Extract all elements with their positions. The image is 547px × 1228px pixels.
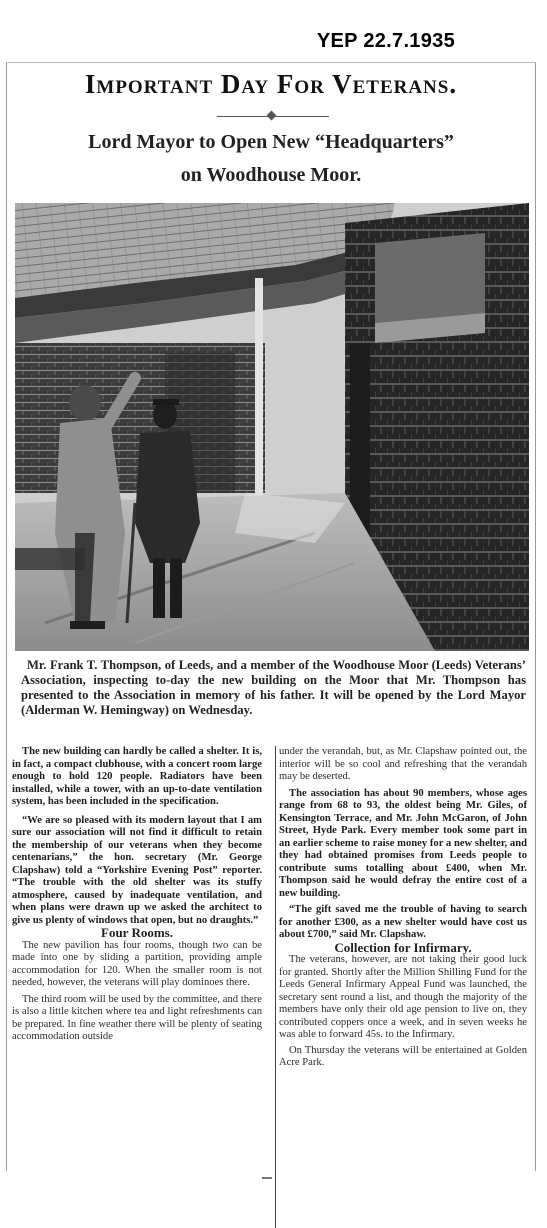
subheadline-line-1: Lord Mayor to Open New “Headquarters” — [88, 131, 454, 153]
headline: Important Day For Veterans. — [84, 69, 458, 99]
paragraph: “We are so pleased with its modern layout that I am sure our association will not find it difficult to retain the membership of our veterans when they become centenarians,” the hon. secretary (Mr. George Clapshaw) told a “Yorkshire Evening Post” reporter. “The trouble with the old shelter was its stuffy atmosphere, caused by inadequate ventilation, and when plans were drawn up we asked the architect to give us plenty of windows that open, but no draughts.” — [12, 814, 262, 926]
column-divider — [275, 746, 276, 1228]
bottom-rule — [262, 1177, 272, 1179]
paragraph: The association has about 90 members, whose ages range from 68 to 93, the oldest being Mr. Giles, of Kensington Terrace, and Mr. John McGaron, of John Street, Hyde Park. Every member took some part in an earlier scheme to raise money for a new shelter, and they had obtained promises from Leeds people to contribute sums totalling about £400, when Mr. Thompson said he would defray the entire cost of a new building. — [279, 787, 527, 899]
paragraph: The new pavilion has four rooms, though two can be made into one by sliding a partition, providing ample accommodation for 120. When the smaller room is not needed, however, the veterans will play dominoes there. — [12, 939, 262, 988]
section-heading: Collection for Infirmary. — [334, 939, 472, 955]
paragraph: The new building can hardly be called a shelter. It is, in fact, a compact clubhouse, with a concert room large enough to hold 120 people. Radiators have been installed, while a tower, with an up-to-date ventilation system, has been included in the specification. — [12, 746, 262, 807]
subheadline-line-2: on Woodhouse Moor. — [180, 164, 362, 186]
date-stamp: YEP 22.7.1935 — [316, 30, 455, 52]
paragraph: On Thursday the veterans will be entertained at Golden Acre Park. — [279, 1044, 527, 1068]
paragraph: The third room will be used by the committee, and there is also a little kitchen where tea and light refreshments can be prepared. In fine weather there will be plenty of seating accommodation outside — [12, 993, 262, 1042]
photo-caption: Mr. Frank T. Thompson, of Leeds, and a member of the Woodhouse Moor (Leeds) Veterans’ Association, inspecting to-day the new building on the Moor that Mr. Thompson has presented to the Association in memory of his father. It will be opened by the Lord Mayor (Alderman W. Hemingway) on Wednesday. — [21, 658, 526, 717]
paragraph: under the verandah, but, as Mr. Clapshaw pointed out, the interior will be so cool and refreshing that the verandah may be deserted. — [279, 746, 527, 782]
article-column-right — [279, 746, 527, 1070]
section-heading: Four Rooms. — [101, 925, 173, 940]
paragraph: “The gift saved me the trouble of having to search for another £300, as a new shelter would have cost us about £700,” said Mr. Clapshaw. — [279, 904, 527, 940]
veterans-photograph — [15, 203, 529, 651]
paragraph: The veterans, however, are not taking their good luck for granted. Shortly after the Million Shilling Fund for the Leeds General Infirmary Appeal Fund was launched, the secretary sent round a list, and though the majority of the members have only their old age pension to live on, they contributed coppers once a week, and in seven weeks he was able to forward 45s. to the Infirmary. — [279, 954, 527, 1040]
headline-rule-ornament — [267, 111, 277, 121]
newspaper-clipping — [6, 62, 536, 1171]
article-column-left — [12, 746, 262, 1044]
